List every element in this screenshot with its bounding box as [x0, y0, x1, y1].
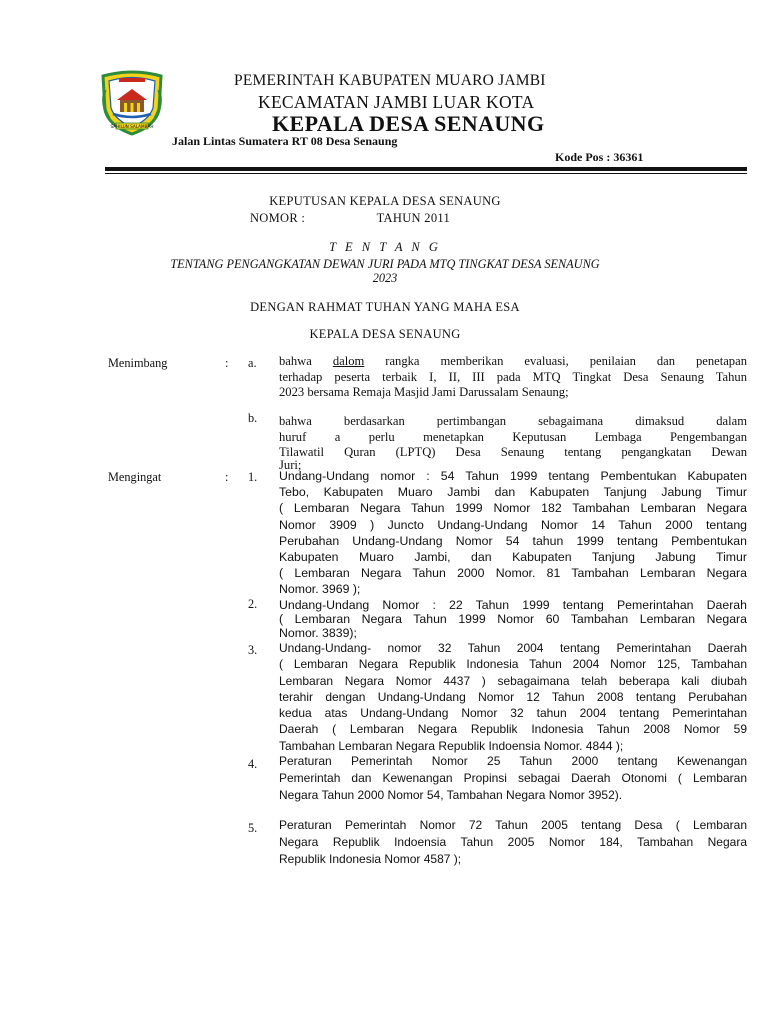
decree-number-line — [60, 211, 710, 226]
text-line: Peraturan Pemerintah Nomor 72 Tahun 2005 tentang Desa ( Lembaran — [279, 818, 747, 832]
text-line: Nomor. 3969 ); — [279, 582, 361, 597]
text-line: ( Lembaran Negara Tahun 2000 Nomor. 81 Tambahan Lembaran Negara — [279, 566, 747, 581]
mengingat-label: Mengingat — [108, 470, 162, 484]
underlined-word: dalom — [332, 354, 365, 368]
text-line: huruf a perlu menetapkan Keputusan Lembaga Pengembangan — [279, 429, 747, 444]
menimbang-colon: : — [225, 356, 229, 370]
invocation: DENGAN RAHMAT TUHAN YANG MAHA ESA — [250, 300, 520, 314]
decree-year-label: TAHUN 2011 — [376, 211, 451, 225]
mengingat-item-4-text — [279, 753, 747, 803]
text-line: Juri; — [279, 458, 302, 473]
letterhead-divider-thin — [105, 173, 747, 174]
text-line: kedua atas Undang-Undang Nomor 32 tahun 2004 tentang Pemerintahan — [279, 706, 747, 721]
text-line: Tebo, Kabupaten Muaro Jambi dan Kabupaten Tanjung Jabung Timur — [279, 485, 747, 500]
text-line: Nomor 3909 ) Juncto Undang-Undang Nomor 14 Tahun 2000 tentang — [279, 517, 747, 532]
village-head-heading: KEPALA DESA SENAUNG — [272, 111, 545, 136]
mengingat-item-3-number: 3. — [248, 643, 258, 657]
text-line: bahwa berdasarkan pertimbangan sebagaimana dimaksud dalam — [279, 414, 747, 428]
text-line: ( Lembaran Negara Tahun 1999 Nomor 182 Tambahan Lembaran Negara — [279, 501, 747, 516]
district-emblem-logo — [97, 70, 167, 136]
text-line: terahir dengan Undang-Undang Nomor 12 Tahun 2008 tentang Perubahan — [279, 689, 747, 704]
menimbang-item-a-number: a. — [248, 356, 257, 370]
decree-subject — [60, 257, 710, 285]
text-line: Negara Republik Indoensia Tahun 2005 Nomor 184, Tambahan Negara — [279, 834, 747, 849]
menimbang-item-a-text — [279, 354, 747, 401]
text-line: Peraturan Pemerintah Nomor 25 Tahun 2000 tentang Kewenangan — [279, 754, 747, 768]
text-line: ( Lembaran Negara Republik Indonesia Tahun 2004 Nomor 125, Tambahan — [279, 657, 747, 672]
decree-subject-line-2: 2023 — [372, 271, 398, 285]
text-line: Kabupaten Muaro Jambi, dan Kabupaten Tanjung Jabung Timur — [279, 550, 747, 565]
logo-motto-text: SAHILUN SALAMBAH — [110, 124, 154, 129]
mengingat-item-5-number: 5. — [248, 821, 258, 835]
text-line: Tilawatil Quran (LPTQ) Desa Senaung tentang pengangkatan Dewan — [279, 445, 747, 460]
decree-subject-line-1: TENTANG PENGANGKATAN DEWAN JURI PADA MTQ TINGKAT DESA SENAUNG — [170, 257, 600, 271]
mengingat-item-2-number: 2. — [248, 597, 258, 611]
text-line: Tambahan Lembaran Negara Republik Indoensia Nomor. 4844 ); — [279, 738, 624, 753]
mengingat-item-1-number: 1. — [248, 470, 258, 484]
district-heading: KECAMATAN JAMBI LUAR KOTA — [258, 92, 535, 112]
text-line: bahwa dalom rangka memberikan evaluasi, penilaian dan penetapan — [279, 354, 747, 368]
text-line: Undang-Undang Nomor : 22 Tahun 1999 tentang Pemerintahan Daerah — [279, 598, 747, 612]
text-line: ( Lembaran Negara Tahun 1999 Nomor 60 Tambahan Lembaran Negara — [279, 612, 747, 626]
mengingat-item-2-text — [279, 598, 747, 640]
text-line: Republik Indonesia Nomor 4587 ); — [279, 851, 462, 866]
text-line: Nomor. 3839); — [279, 626, 357, 640]
menimbang-item-b-number: b. — [248, 411, 258, 425]
mengingat-colon: : — [225, 470, 229, 484]
decree-title: KEPUTUSAN KEPALA DESA SENAUNG — [269, 194, 501, 208]
mengingat-item-1-text — [279, 468, 747, 598]
issuer-heading: KEPALA DESA SENAUNG — [309, 327, 461, 341]
menimbang-item-b-text — [279, 414, 747, 473]
mengingat-item-3-text — [279, 640, 747, 754]
text-line: Daerah ( Lembaran Negara Republik Indonesia Tahun 2008 Nomor 59 — [279, 722, 747, 737]
tentang-heading: T E N T A N G — [329, 240, 441, 254]
mengingat-item-4-number: 4. — [248, 757, 258, 771]
text-line: terhadap peserta terbaik I, II, III pada MTQ Tingkat Desa Senaung Tahun — [279, 369, 747, 384]
text-line: Undang-Undang nomor : 54 Tahun 1999 tentang Pembentukan Kabupaten — [279, 469, 747, 483]
mengingat-item-5-text — [279, 817, 747, 867]
menimbang-label: Menimbang — [108, 356, 168, 370]
decree-number-label: NOMOR : — [249, 211, 306, 225]
office-address: Jalan Lintas Sumatera RT 08 Desa Senaung — [172, 134, 398, 148]
government-heading: PEMERINTAH KABUPATEN MUARO JAMBI — [234, 72, 546, 89]
letterhead-divider-thick — [105, 167, 747, 171]
text-line: 2023 bersama Remaja Masjid Jami Darussalam Senaung; — [279, 385, 569, 400]
text-line: Pemerintah dan Kewenangan Propinsi sebagai Daerah Otonomi ( Lembaran — [279, 770, 747, 785]
text-line: Lembaran Negara Nomor 4437 ) sebagaimana telah beberapa kali diubah — [279, 673, 747, 688]
text-line: Undang-Undang- nomor 32 Tahun 2004 tentang Pemerintahan Daerah — [279, 641, 747, 655]
text-line: Perubahan Undang-Undang Nomor 54 tahun 1999 tentang Pembentukan — [279, 533, 747, 548]
text-line: Negara Tahun 2000 Nomor 54, Tambahan Negara Nomor 3952). — [279, 787, 623, 802]
postal-code: Kode Pos : 36361 — [555, 150, 644, 164]
